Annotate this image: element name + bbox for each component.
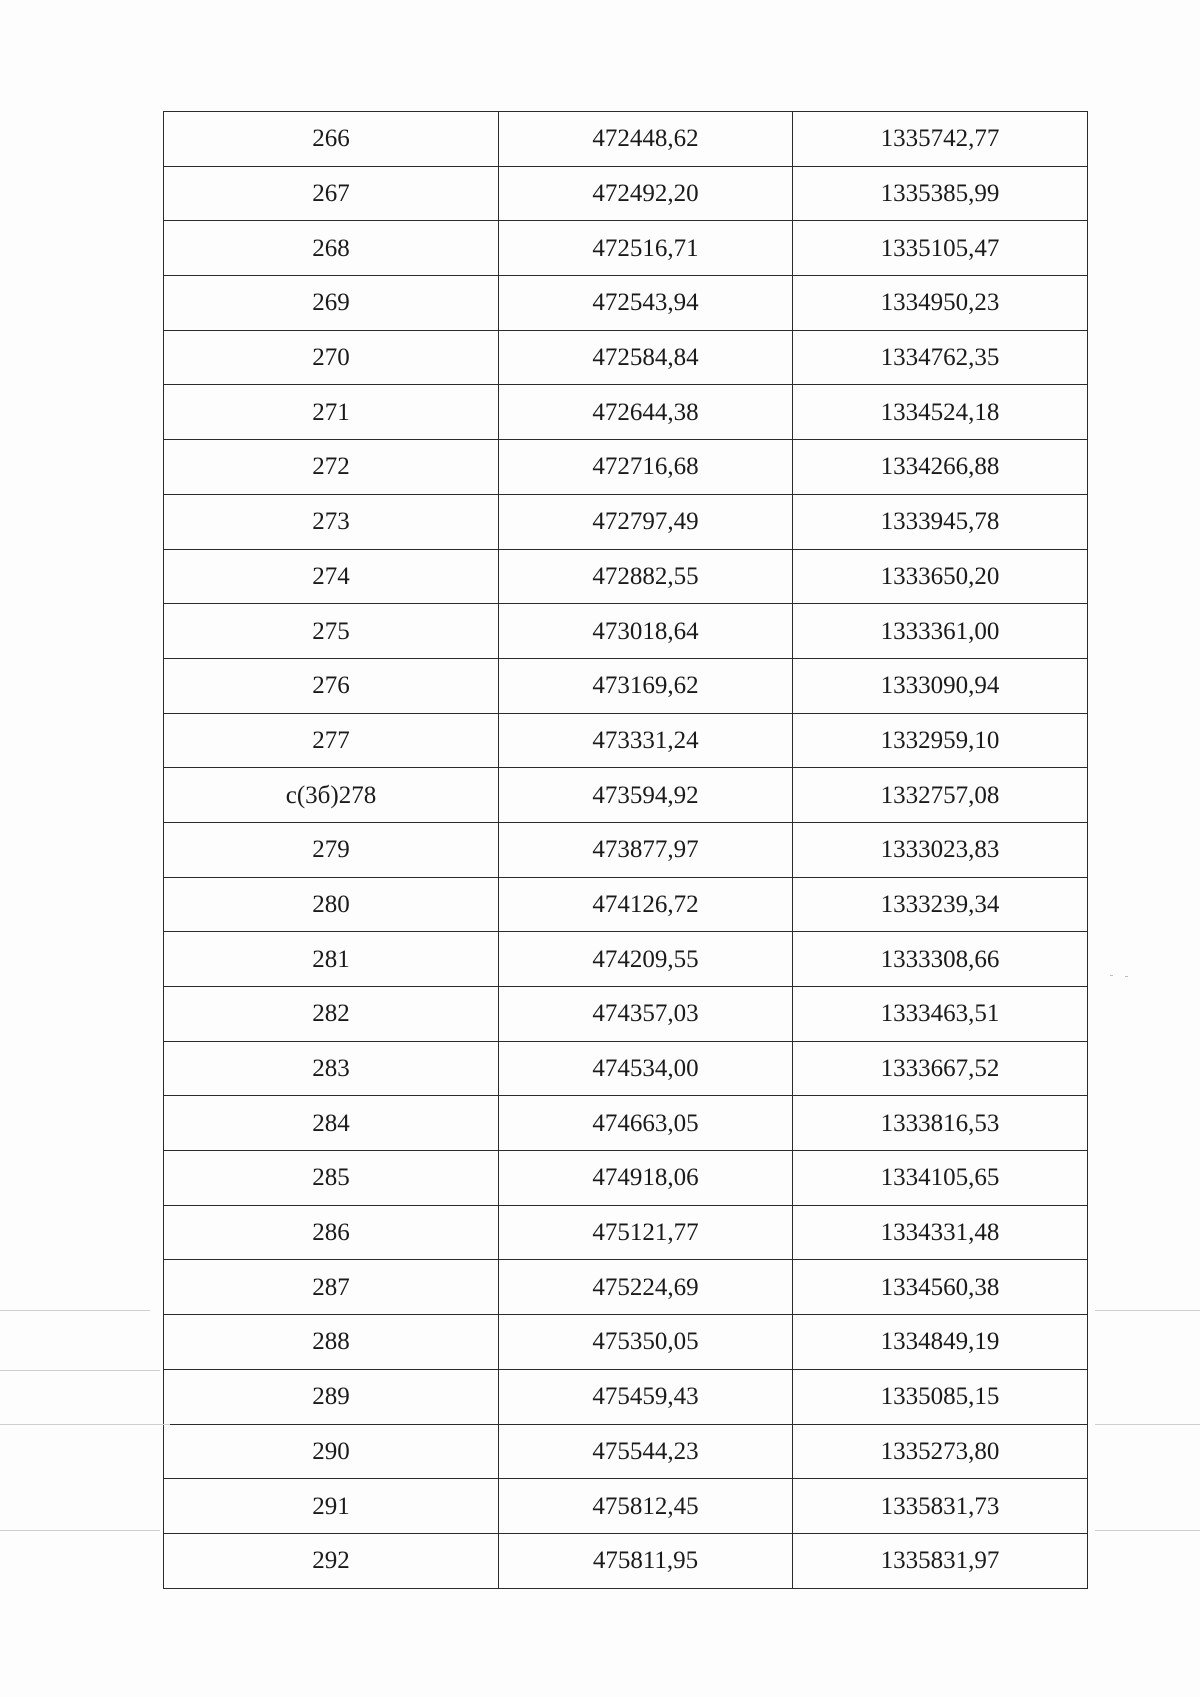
point-number-cell: 290 xyxy=(164,1424,499,1479)
y-coordinate-cell: 1334950,23 xyxy=(793,276,1088,331)
x-coordinate-cell: 475811,95 xyxy=(499,1533,793,1588)
scan-artifact xyxy=(1095,1310,1200,1311)
point-number-cell: 277 xyxy=(164,713,499,768)
table-row xyxy=(164,549,1088,604)
table-row xyxy=(164,987,1088,1042)
table-row xyxy=(164,1424,1088,1479)
table-row xyxy=(164,768,1088,823)
point-number-cell: 276 xyxy=(164,658,499,713)
table-row xyxy=(164,1479,1088,1534)
point-number-cell: 269 xyxy=(164,276,499,331)
y-coordinate-cell: 1333023,83 xyxy=(793,822,1088,877)
x-coordinate-cell: 472644,38 xyxy=(499,385,793,440)
scan-artifact xyxy=(0,1370,160,1371)
y-coordinate-cell: 1334331,48 xyxy=(793,1205,1088,1260)
point-number-cell: 284 xyxy=(164,1096,499,1151)
point-number-cell: 274 xyxy=(164,549,499,604)
x-coordinate-cell: 475459,43 xyxy=(499,1369,793,1424)
table-row xyxy=(164,822,1088,877)
point-number-cell: 289 xyxy=(164,1369,499,1424)
x-coordinate-cell: 472448,62 xyxy=(499,112,793,167)
y-coordinate-cell: 1333361,00 xyxy=(793,604,1088,659)
scan-artifact xyxy=(1125,976,1128,977)
y-coordinate-cell: 1335831,73 xyxy=(793,1479,1088,1534)
point-number-cell: 281 xyxy=(164,932,499,987)
y-coordinate-cell: 1334849,19 xyxy=(793,1315,1088,1370)
x-coordinate-cell: 473331,24 xyxy=(499,713,793,768)
point-number-cell: 286 xyxy=(164,1205,499,1260)
x-coordinate-cell: 475812,45 xyxy=(499,1479,793,1534)
y-coordinate-cell: 1333090,94 xyxy=(793,658,1088,713)
coordinates-table xyxy=(163,111,1088,1589)
x-coordinate-cell: 474357,03 xyxy=(499,987,793,1042)
y-coordinate-cell: 1335273,80 xyxy=(793,1424,1088,1479)
scan-artifact xyxy=(1110,975,1113,976)
x-coordinate-cell: 472882,55 xyxy=(499,549,793,604)
table-row xyxy=(164,604,1088,659)
table-row xyxy=(164,713,1088,768)
x-coordinate-cell: 475224,69 xyxy=(499,1260,793,1315)
table-row xyxy=(164,330,1088,385)
y-coordinate-cell: 1333816,53 xyxy=(793,1096,1088,1151)
table-row xyxy=(164,1096,1088,1151)
x-coordinate-cell: 474534,00 xyxy=(499,1041,793,1096)
table-row xyxy=(164,221,1088,276)
point-number-cell: 266 xyxy=(164,112,499,167)
point-number-cell: 275 xyxy=(164,604,499,659)
x-coordinate-cell: 474663,05 xyxy=(499,1096,793,1151)
x-coordinate-cell: 472516,71 xyxy=(499,221,793,276)
x-coordinate-cell: 472584,84 xyxy=(499,330,793,385)
table-row xyxy=(164,494,1088,549)
scan-artifact xyxy=(0,1530,160,1531)
y-coordinate-cell: 1332959,10 xyxy=(793,713,1088,768)
table-row xyxy=(164,1151,1088,1206)
y-coordinate-cell: 1333650,20 xyxy=(793,549,1088,604)
x-coordinate-cell: 475544,23 xyxy=(499,1424,793,1479)
table-row xyxy=(164,1205,1088,1260)
table-row xyxy=(164,932,1088,987)
y-coordinate-cell: 1333308,66 xyxy=(793,932,1088,987)
x-coordinate-cell: 472492,20 xyxy=(499,166,793,221)
y-coordinate-cell: 1335742,77 xyxy=(793,112,1088,167)
point-number-cell: 267 xyxy=(164,166,499,221)
x-coordinate-cell: 474126,72 xyxy=(499,877,793,932)
table-row xyxy=(164,1315,1088,1370)
y-coordinate-cell: 1333463,51 xyxy=(793,987,1088,1042)
y-coordinate-cell: 1335105,47 xyxy=(793,221,1088,276)
scan-artifact xyxy=(0,1424,170,1425)
y-coordinate-cell: 1333945,78 xyxy=(793,494,1088,549)
table-row xyxy=(164,1369,1088,1424)
y-coordinate-cell: 1334524,18 xyxy=(793,385,1088,440)
point-number-cell: 271 xyxy=(164,385,499,440)
table-row xyxy=(164,1041,1088,1096)
table-row xyxy=(164,166,1088,221)
scan-artifact xyxy=(1095,1424,1200,1425)
point-number-cell: 273 xyxy=(164,494,499,549)
x-coordinate-cell: 475121,77 xyxy=(499,1205,793,1260)
point-number-cell: 292 xyxy=(164,1533,499,1588)
table-row xyxy=(164,877,1088,932)
scan-artifact xyxy=(1095,1530,1200,1531)
scan-artifact xyxy=(0,1310,150,1311)
table-row xyxy=(164,658,1088,713)
x-coordinate-cell: 473169,62 xyxy=(499,658,793,713)
x-coordinate-cell: 474918,06 xyxy=(499,1151,793,1206)
point-number-cell: 280 xyxy=(164,877,499,932)
x-coordinate-cell: 472716,68 xyxy=(499,440,793,495)
y-coordinate-cell: 1335831,97 xyxy=(793,1533,1088,1588)
x-coordinate-cell: 473018,64 xyxy=(499,604,793,659)
y-coordinate-cell: 1334105,65 xyxy=(793,1151,1088,1206)
table-row xyxy=(164,1260,1088,1315)
table-row xyxy=(164,112,1088,167)
coordinates-table-body xyxy=(164,112,1088,1589)
point-number-cell: 291 xyxy=(164,1479,499,1534)
y-coordinate-cell: 1334560,38 xyxy=(793,1260,1088,1315)
y-coordinate-cell: 1335085,15 xyxy=(793,1369,1088,1424)
point-number-cell: 270 xyxy=(164,330,499,385)
point-number-cell: 282 xyxy=(164,987,499,1042)
point-number-cell: 283 xyxy=(164,1041,499,1096)
x-coordinate-cell: 472797,49 xyxy=(499,494,793,549)
y-coordinate-cell: 1334762,35 xyxy=(793,330,1088,385)
y-coordinate-cell: 1333667,52 xyxy=(793,1041,1088,1096)
y-coordinate-cell: 1333239,34 xyxy=(793,877,1088,932)
x-coordinate-cell: 475350,05 xyxy=(499,1315,793,1370)
table-row xyxy=(164,276,1088,331)
point-number-cell: 268 xyxy=(164,221,499,276)
table-row xyxy=(164,1533,1088,1588)
x-coordinate-cell: 473594,92 xyxy=(499,768,793,823)
point-number-cell: 287 xyxy=(164,1260,499,1315)
table-row xyxy=(164,440,1088,495)
y-coordinate-cell: 1334266,88 xyxy=(793,440,1088,495)
y-coordinate-cell: 1332757,08 xyxy=(793,768,1088,823)
point-number-cell: 272 xyxy=(164,440,499,495)
point-number-cell: 285 xyxy=(164,1151,499,1206)
x-coordinate-cell: 473877,97 xyxy=(499,822,793,877)
y-coordinate-cell: 1335385,99 xyxy=(793,166,1088,221)
x-coordinate-cell: 474209,55 xyxy=(499,932,793,987)
table-row xyxy=(164,385,1088,440)
point-number-cell: c(3б)278 xyxy=(164,768,499,823)
x-coordinate-cell: 472543,94 xyxy=(499,276,793,331)
point-number-cell: 279 xyxy=(164,822,499,877)
point-number-cell: 288 xyxy=(164,1315,499,1370)
